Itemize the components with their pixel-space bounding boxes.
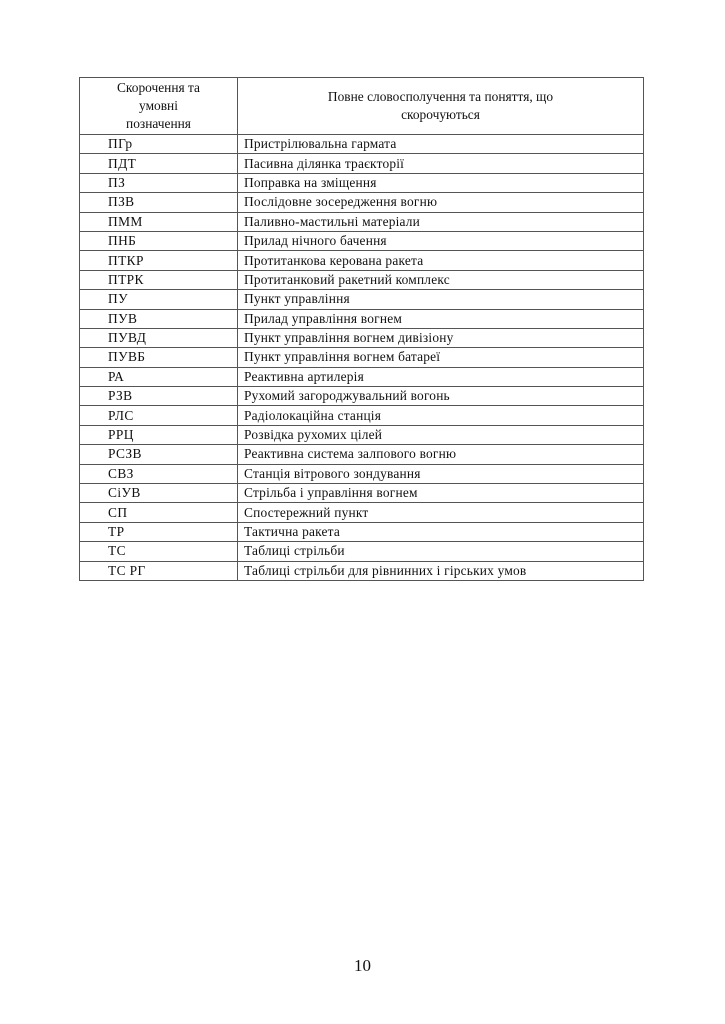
table-header-row — [80, 78, 644, 135]
full-term-cell: Протитанковий ракетний комплекс — [238, 270, 644, 289]
header-full-term-label: Повне словосполучення та поняття, що скорочуються — [327, 89, 554, 122]
abbreviation-cell: ПНБ — [80, 231, 238, 250]
header-abbreviation-cell — [80, 78, 238, 135]
table-row — [80, 309, 644, 328]
full-term-cell: Пункт управління вогнем дивізіону — [238, 328, 644, 347]
full-term-cell: Паливно-мастильні матеріали — [238, 212, 644, 231]
full-term-cell: Таблиці стрільби для рівнинних і гірських умов — [238, 561, 644, 580]
abbreviation-cell: РРЦ — [80, 425, 238, 444]
table-row — [80, 348, 644, 367]
table-row — [80, 231, 644, 250]
full-term-cell: Розвідка рухомих цілей — [238, 425, 644, 444]
abbreviation-cell: ПУВД — [80, 328, 238, 347]
abbreviations-table — [79, 77, 644, 581]
full-term-cell: Прилад управління вогнем — [238, 309, 644, 328]
full-term-cell: Спостережний пункт — [238, 503, 644, 522]
abbreviation-cell: РСЗВ — [80, 445, 238, 464]
full-term-cell: Поправка на зміщення — [238, 173, 644, 192]
table-row — [80, 503, 644, 522]
abbreviation-cell: ТС РГ — [80, 561, 238, 580]
table-row — [80, 406, 644, 425]
abbreviation-cell: ПУВ — [80, 309, 238, 328]
full-term-cell: Протитанкова керована ракета — [238, 251, 644, 270]
abbreviation-cell: СіУВ — [80, 484, 238, 503]
abbreviation-cell: ТС — [80, 542, 238, 561]
table-row — [80, 270, 644, 289]
full-term-cell: Таблиці стрільби — [238, 542, 644, 561]
full-term-cell: Пункт управління вогнем батареї — [238, 348, 644, 367]
table-row — [80, 173, 644, 192]
abbreviation-cell: ПЗ — [80, 173, 238, 192]
header-full-term-cell — [238, 78, 644, 135]
table-row — [80, 135, 644, 154]
full-term-cell: Пристрілювальна гармата — [238, 135, 644, 154]
abbreviation-cell: ПТКР — [80, 251, 238, 270]
abbreviation-cell: СП — [80, 503, 238, 522]
table-row — [80, 464, 644, 483]
abbreviation-cell: ПГр — [80, 135, 238, 154]
table-row — [80, 328, 644, 347]
table-row — [80, 542, 644, 561]
full-term-cell: Тактична ракета — [238, 522, 644, 541]
abbreviation-cell: СВЗ — [80, 464, 238, 483]
table-row — [80, 290, 644, 309]
full-term-cell: Стрільба і управління вогнем — [238, 484, 644, 503]
full-term-cell: Послідовне зосередження вогню — [238, 193, 644, 212]
table-row — [80, 367, 644, 386]
table-row — [80, 445, 644, 464]
table-row — [80, 193, 644, 212]
abbreviation-cell: ПУ — [80, 290, 238, 309]
table-row — [80, 212, 644, 231]
abbreviation-cell: РЗВ — [80, 387, 238, 406]
table-row — [80, 154, 644, 173]
abbreviation-cell: ПУВБ — [80, 348, 238, 367]
full-term-cell: Станція вітрового зондування — [238, 464, 644, 483]
full-term-cell: Прилад нічного бачення — [238, 231, 644, 250]
abbreviation-cell: ПММ — [80, 212, 238, 231]
full-term-cell: Реактивна артилерія — [238, 367, 644, 386]
abbreviation-cell: ТР — [80, 522, 238, 541]
table-row — [80, 484, 644, 503]
table-row — [80, 522, 644, 541]
table-body — [80, 135, 644, 581]
page-number: 10 — [354, 956, 371, 975]
table-row — [80, 561, 644, 580]
abbreviation-cell: ПДТ — [80, 154, 238, 173]
full-term-cell: Рухомий загороджувальний вогонь — [238, 387, 644, 406]
full-term-cell: Реактивна система залпового вогню — [238, 445, 644, 464]
abbreviation-cell: ПЗВ — [80, 193, 238, 212]
full-term-cell: Радіолокаційна станція — [238, 406, 644, 425]
header-abbreviation-label: Скорочення та умовні позначення — [117, 80, 200, 131]
full-term-cell: Пасивна ділянка траєкторії — [238, 154, 644, 173]
abbreviation-cell: ПТРК — [80, 270, 238, 289]
table-row — [80, 425, 644, 444]
table-row — [80, 251, 644, 270]
abbreviation-cell: РА — [80, 367, 238, 386]
table-row — [80, 387, 644, 406]
abbreviation-cell: РЛС — [80, 406, 238, 425]
full-term-cell: Пункт управління — [238, 290, 644, 309]
